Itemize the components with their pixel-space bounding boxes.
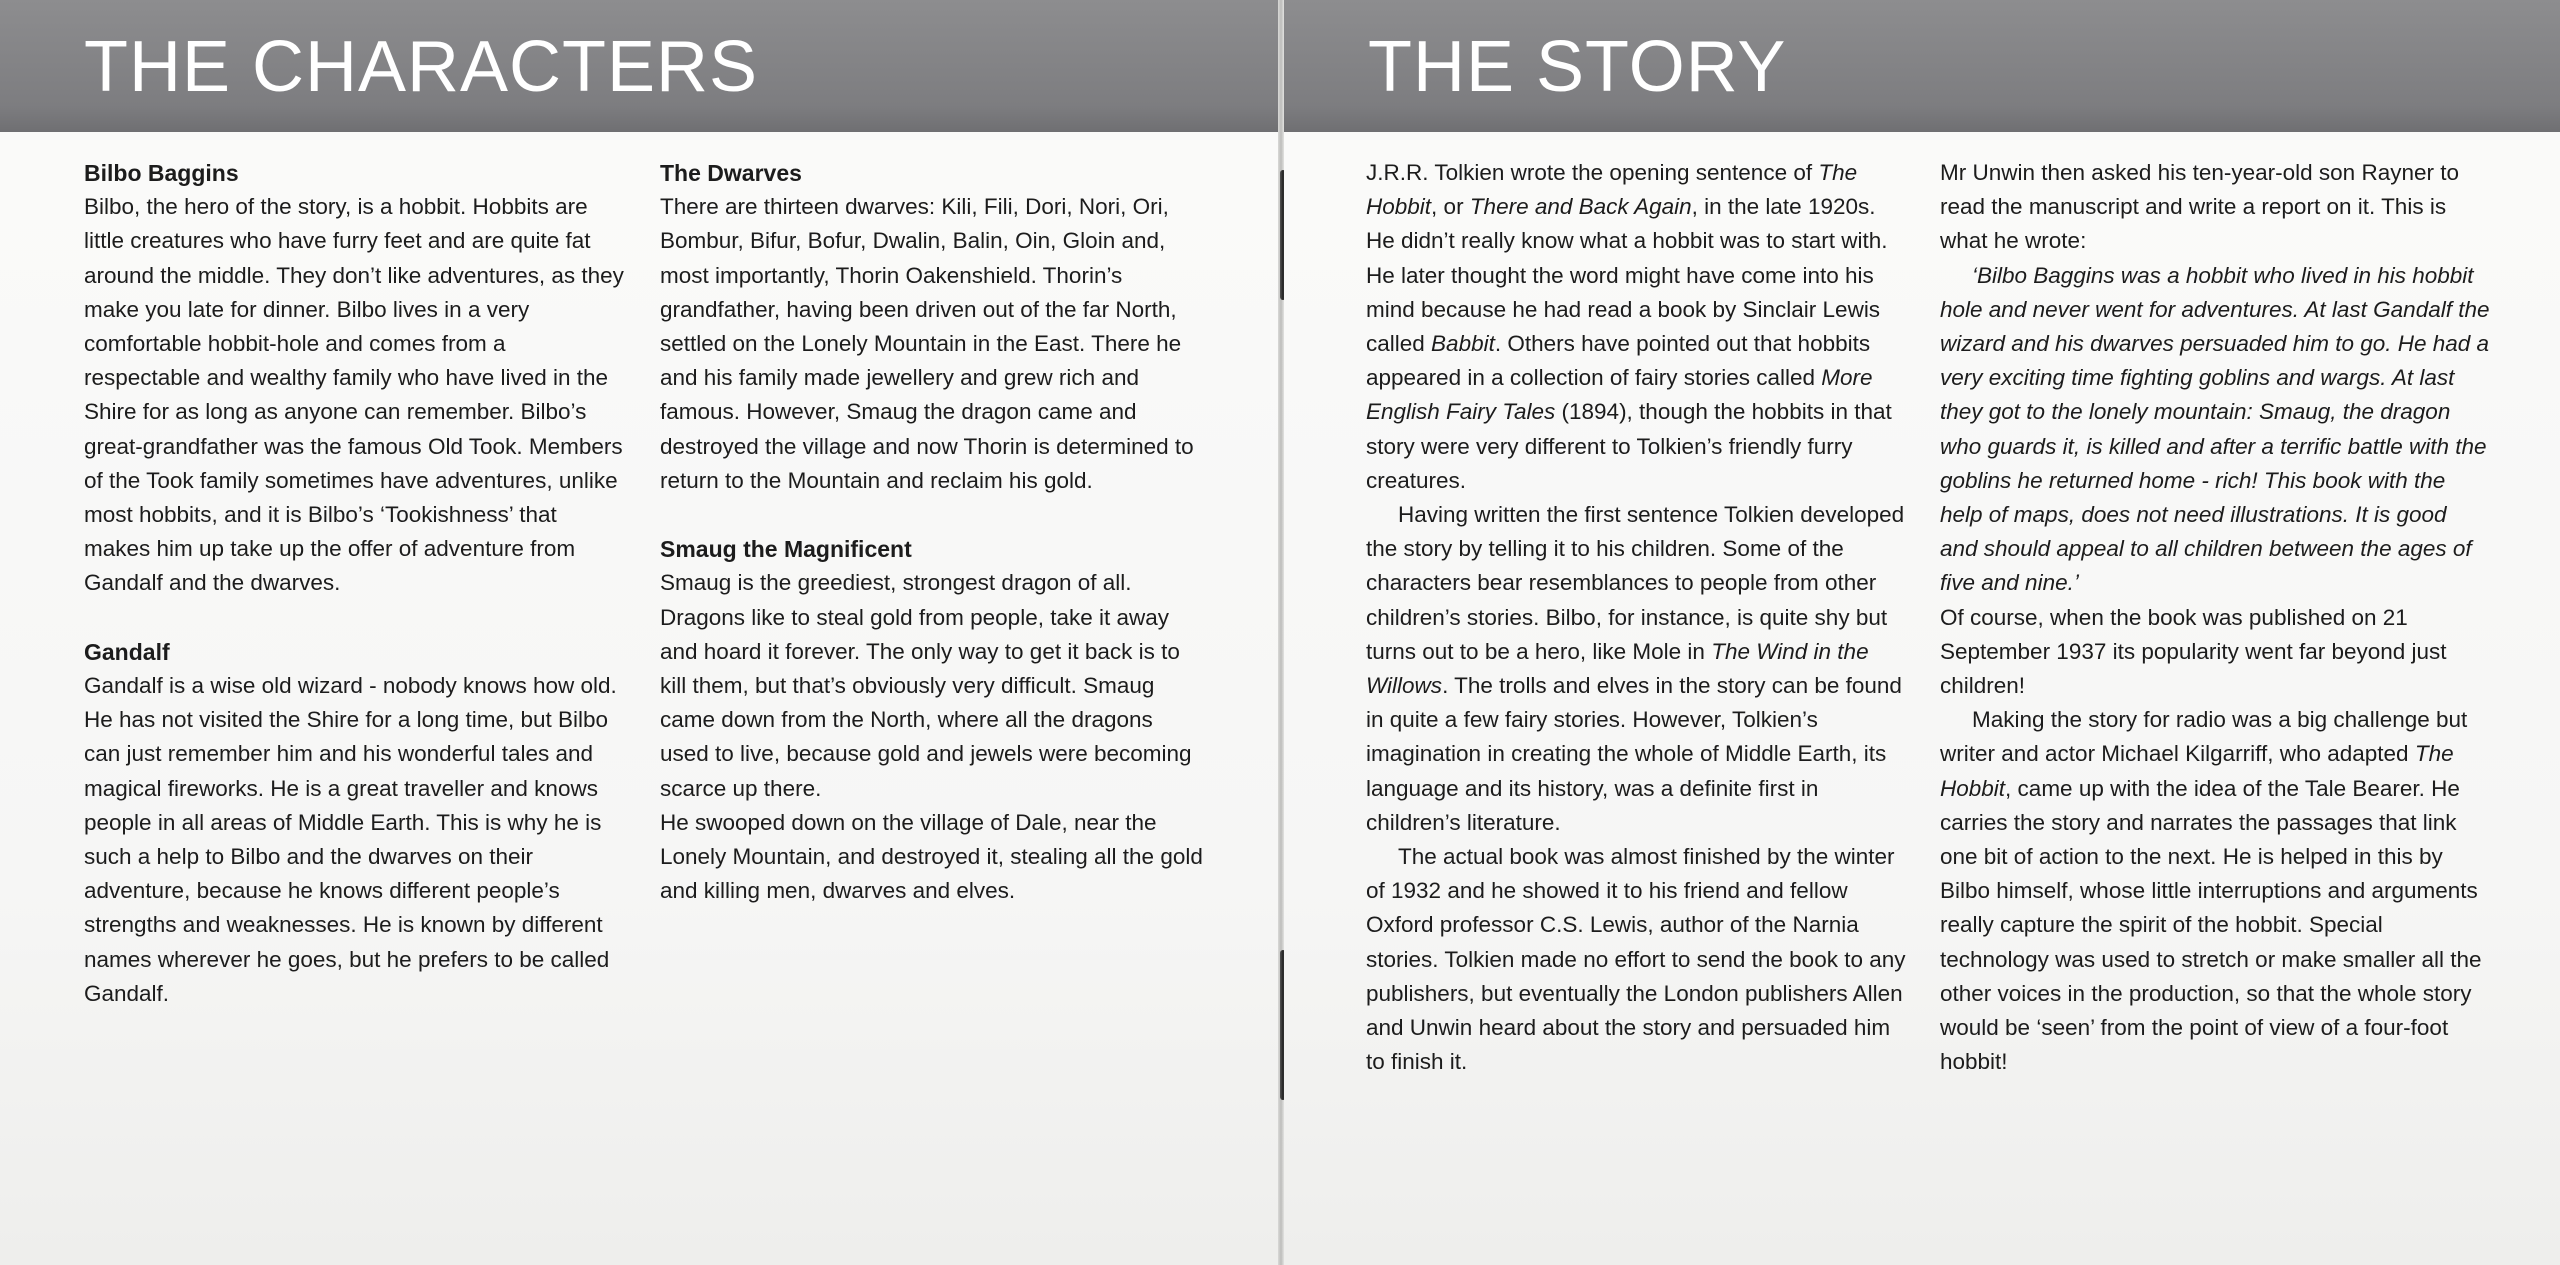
story-paragraph-1: J.R.R. Tolkien wrote the opening sentence of The Hobbit, or There and Back Again, in the late 1920s. He didn’t really know what a hobbit was to start with. He later thought the word might have come into his mind because he had read a book by Sinclair Lewis called Babbit. Others have pointed out that hobbits appeared in a collection of fairy stories called More English Fairy Tales (1894), though the hobbits in that story were very different to Tolkien’s friendly furry creatures.	[1366, 160, 1892, 493]
story-paragraph-2: Having written the first sentence Tolkien developed the story by telling it to his children. Some of the characters bear resemblances to people from other children’s stories. Bilbo, for instance, is quite shy but turns out to be a hero, like Mole in The Wind in the Willows. The trolls and elves in the story can be found in quite a few fairy stories. However, Tolkien’s imagination in creating the whole of Middle Earth, its language and its history, was a definite first in children’s literature.	[1366, 502, 1905, 835]
dwarves-heading: The Dwarves	[660, 160, 802, 186]
gandalf-text: Gandalf is a wise old wizard - nobody knows how old. He has not visited the Shire for a long time, but Bilbo can just remember him and his wonderful tales and magical fireworks. He is a great traveller and knows people in all areas of Middle Earth. This is why he is such a help to Bilbo and the dwarves on their adventure, because he knows different people’s strengths and weaknesses. He is known by different names wherever he goes, but he prefers to be called Gandalf.	[84, 673, 617, 1006]
story-column-2	[1940, 156, 2490, 1079]
story-paragraph-3: The actual book was almost finished by the winter of 1932 and he showed it to his friend and fellow Oxford professor C.S. Lewis, author of the Narnia stories. Tolkien made no effort to send the book to any publishers, but eventually the London publishers Allen and Unwin heard about the story and persuaded him to finish it.	[1366, 844, 1906, 1075]
story-after-quote: Of course, when the book was published on 21 September 1937 its popularity went far beyond just children!	[1940, 604, 2447, 699]
story-radio-paragraph: Making the story for radio was a big challenge but writer and actor Michael Kilgarriff, who adapted The Hobbit, came up with the idea of the Tale Bearer. He carries the story and narrates the passages that link one bit of action to the next. He is helped in this by Bilbo himself, whose little interruptions and arguments really capture the spirit of the hobbit. Special technology was used to stretch or make smaller all the other voices in the production, so that the whole story would be ‘seen’ from the point of view of a four-foot hobbit!	[1940, 707, 2482, 1075]
left-page	[0, 0, 1278, 1265]
dwarves-text: There are thirteen dwarves: Kili, Fili, Dori, Nori, Ori, Bombur, Bifur, Bofur, Dwalin, Balin, Oin, Gloin and, most importantly, Thorin Oakenshield. Thorin’s grandfather, having been driven out of the far North, settled on the Lonely Mountain in the East. There he and his family made jewellery and grew rich and famous. However, Smaug the dragon came and destroyed the village and now Thorin is determined to return to the Mountain and reclaim his gold.	[660, 194, 1194, 493]
characters-banner	[0, 0, 1278, 132]
characters-title: THE CHARACTERS	[84, 27, 759, 107]
smaug-heading: Smaug the Magnificent	[660, 536, 912, 563]
story-banner	[1284, 0, 2560, 132]
story-column-1	[1366, 156, 1906, 1079]
right-page	[1284, 0, 2560, 1265]
bilbo-text: Bilbo, the hero of the story, is a hobbit. Hobbits are little creatures who have furry feet and are quite fat around the middle. They don’t like adventures, as they make you late for dinner. Bilbo lives in a very comfortable hobbit-hole and comes from a respectable and wealthy family who have lived in the Shire for as long as anyone can remember. Bilbo’s great-grandfather was the famous Old Took. Members of the Took family sometimes have adventures, unlike most hobbits, and it is Bilbo’s ‘Tookishness’ that makes him up take up the offer of adventure from Gandalf and the dwarves.	[84, 194, 624, 596]
bilbo-heading: Bilbo Baggins	[84, 160, 239, 186]
smaug-text-1: Smaug is the greediest, strongest dragon of all. Dragons like to steal gold from people, take it away and hoard it forever. The only way to get it back is to kill them, but that’s obviously very difficult. Smaug came down from the North, where all the dragons used to live, because gold and jewels were becoming scarce up there.	[660, 570, 1192, 801]
story-title: THE STORY	[1368, 27, 1787, 107]
smaug-text-2: He swooped down on the village of Dale, near the Lonely Mountain, and destroyed it, stealing all the gold and killing men, dwarves and elves.	[660, 809, 1203, 904]
characters-column-1	[84, 156, 624, 1011]
characters-column-2	[660, 156, 1205, 908]
story-intro: Mr Unwin then asked his ten-year-old son Rayner to read the manuscript and write a report on it. This is what he wrote:	[1940, 160, 2459, 254]
rayner-quote: ‘Bilbo Baggins was a hobbit who lived in his hobbit hole and never went for adventures. At last Gandalf the wizard and his dwarves persuaded him to go. He had a very exciting time fighting goblins and wargs. At last they got to the lonely mountain: Smaug, the dragon who guards it, is killed and after a terrific battle with the goblins he returned home - rich! This book with the help of maps, does not need illustrations. It is good and should appeal to all children between the ages of five and nine.’	[1940, 262, 2490, 596]
gandalf-heading: Gandalf	[84, 638, 170, 665]
